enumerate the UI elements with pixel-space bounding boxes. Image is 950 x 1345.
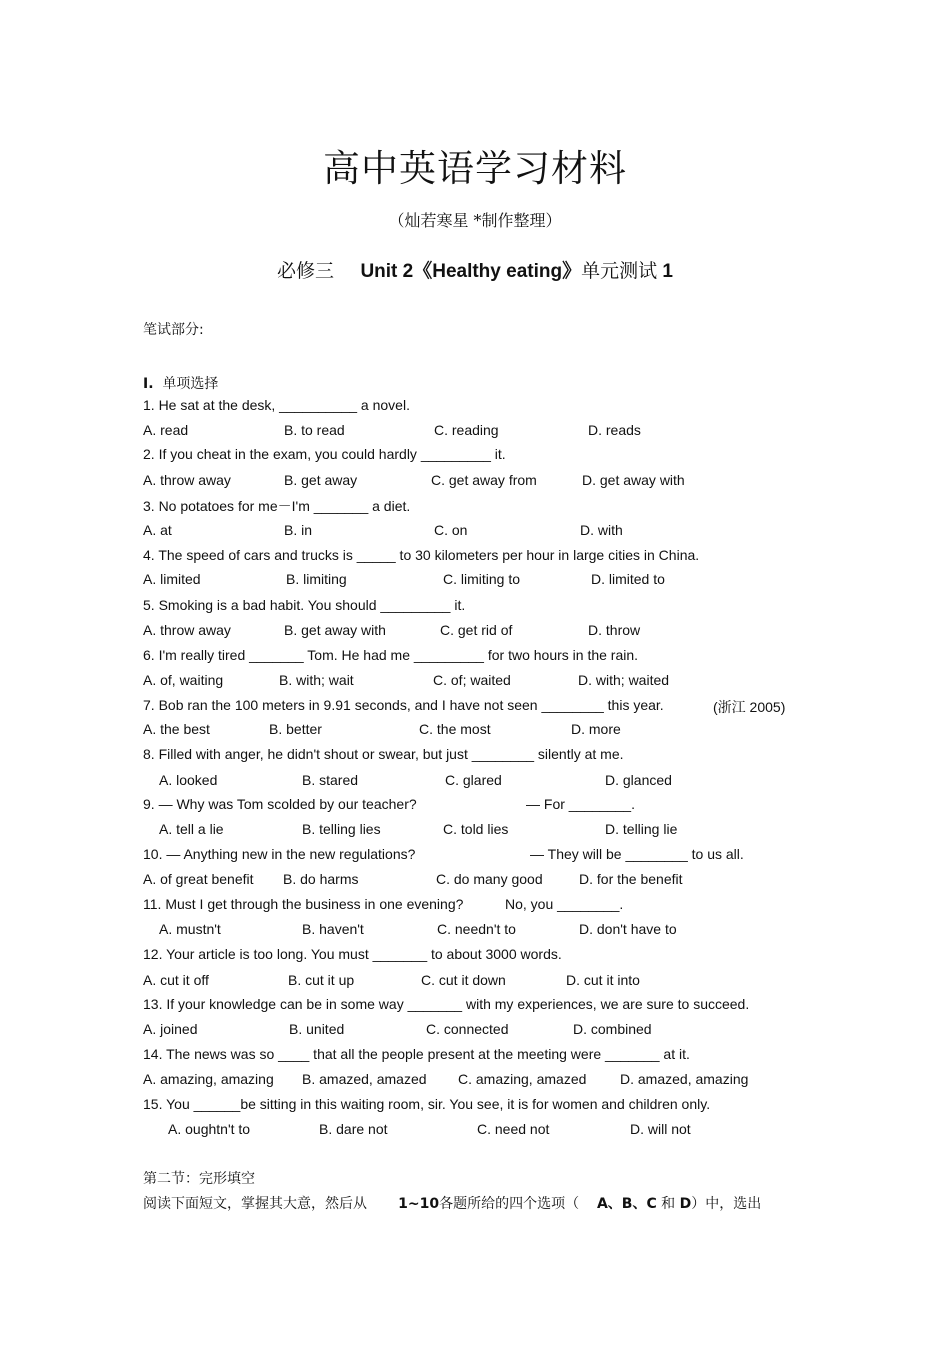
option-b: B. stared bbox=[302, 772, 359, 788]
option-d: D. with; waited bbox=[578, 672, 670, 688]
option-c: C. get rid of bbox=[440, 622, 513, 638]
section2-title: 第二节：完形填空 bbox=[143, 1171, 255, 1187]
option-a: A. oughtn't to bbox=[168, 1121, 251, 1137]
option-d: D. reads bbox=[588, 422, 641, 438]
question-reply: No, you ________. bbox=[505, 896, 624, 912]
option-b: B. to read bbox=[284, 422, 345, 438]
written-part-label: 笔试部分: bbox=[143, 322, 204, 338]
question-stem: 9. — Why was Tom scolded by our teacher? bbox=[143, 796, 417, 812]
option-b: B. get away bbox=[284, 472, 358, 488]
unit-prefix: 必修三 bbox=[277, 261, 335, 282]
unit-suffix: 单元测试 bbox=[581, 261, 658, 282]
question-stem: 12. Your article is too long. You must _______ to about 3000 words. bbox=[143, 946, 562, 962]
option-c: C. amazing, amazed bbox=[458, 1071, 587, 1087]
option-c: C. on bbox=[434, 522, 468, 538]
question-reply: — For ________. bbox=[526, 796, 635, 812]
section2-intro-b: 各题所给的四个选项（ bbox=[439, 1196, 580, 1212]
option-d: D. combined bbox=[573, 1021, 652, 1037]
section2-intro-c: ）中，选出 bbox=[691, 1196, 762, 1212]
question-stem: 13. If your knowledge can be in some way _______ with my experiences, we are sure to succeed. bbox=[143, 996, 750, 1012]
option-a: A. the best bbox=[143, 721, 210, 737]
question-stem: 2. If you cheat in the exam, you could hardly _________ it. bbox=[143, 446, 506, 462]
option-d: D. for the benefit bbox=[579, 871, 683, 887]
option-a: A. looked bbox=[159, 772, 218, 788]
option-d: D. will not bbox=[630, 1121, 691, 1137]
question-stem: 1. He sat at the desk, __________ a novel. bbox=[143, 397, 410, 413]
option-a: A. amazing, amazing bbox=[143, 1071, 274, 1087]
option-c: C. reading bbox=[434, 422, 499, 438]
question-stem: 3. No potatoes for me－I'm _______ a diet. bbox=[143, 498, 411, 514]
question-stem: 8. Filled with anger, he didn't shout or swear, but just ________ silently at me. bbox=[143, 746, 624, 762]
question-reply: — They will be ________ to us all. bbox=[530, 846, 744, 862]
section2-intro-range: 1~10 bbox=[398, 1196, 440, 1212]
question-stem: 6. I'm really tired _______ Tom. He had me _________ for two hours in the rain. bbox=[143, 647, 639, 663]
question-stem: 14. The news was so ____ that all the people present at the meeting were _______ at it. bbox=[143, 1046, 690, 1062]
question-stem: 7. Bob ran the 100 meters in 9.91 seconds, and I have not seen ________ this year. bbox=[143, 697, 664, 713]
option-d: D. get away with bbox=[582, 472, 685, 488]
option-c: C. of; waited bbox=[433, 672, 511, 688]
option-c: C. the most bbox=[419, 721, 491, 737]
option-c: C. glared bbox=[445, 772, 502, 788]
option-d: D. more bbox=[571, 721, 621, 737]
option-d: D. telling lie bbox=[605, 821, 678, 837]
unit-heading bbox=[0, 256, 950, 283]
option-b: B. do harms bbox=[283, 871, 359, 887]
source-reference: (浙江 2005) bbox=[713, 699, 786, 715]
option-b: B. in bbox=[284, 522, 313, 538]
section2-intro bbox=[143, 1193, 761, 1213]
section2-intro-a: 阅读下面短文，掌握其大意，然后从 bbox=[143, 1196, 367, 1212]
option-a: A. limited bbox=[143, 571, 201, 587]
option-c: C. do many good bbox=[436, 871, 543, 887]
option-a: A. of great benefit bbox=[143, 871, 254, 887]
option-d: D. glanced bbox=[605, 772, 672, 788]
option-d: D. don't have to bbox=[579, 921, 677, 937]
option-b: B. limiting bbox=[286, 571, 347, 587]
option-b: B. haven't bbox=[302, 921, 364, 937]
option-b: B. better bbox=[269, 721, 322, 737]
option-c: C. needn't to bbox=[437, 921, 516, 937]
option-a: A. mustn't bbox=[159, 921, 221, 937]
document-title: 高中英语学习材料 bbox=[323, 147, 627, 190]
option-c: C. get away from bbox=[431, 472, 537, 488]
section1-roman: I. bbox=[143, 376, 154, 392]
question-stem: 4. The speed of cars and trucks is _____ to 30 kilometers per hour in large cities in China. bbox=[143, 547, 700, 563]
option-a: A. joined bbox=[143, 1021, 198, 1037]
question-stem: 10. — Anything new in the new regulations? bbox=[143, 846, 416, 862]
option-d: D. throw bbox=[588, 622, 641, 638]
question-stem: 5. Smoking is a bad habit. You should _________ it. bbox=[143, 597, 466, 613]
option-a: A. cut it off bbox=[143, 972, 209, 988]
option-d: D. limited to bbox=[591, 571, 665, 587]
option-c: C. cut it down bbox=[421, 972, 506, 988]
option-b: B. telling lies bbox=[302, 821, 381, 837]
document-subtitle: （灿若寒星 *制作整理） bbox=[388, 211, 562, 230]
unit-number: 1 bbox=[662, 261, 673, 282]
question-stem: 15. You ______be sitting in this waiting room, sir. You see, it is for women and children only. bbox=[143, 1096, 711, 1112]
option-b: B. get away with bbox=[284, 622, 386, 638]
section2-intro-opts: A、B、C bbox=[596, 1196, 657, 1212]
option-a: A. tell a lie bbox=[159, 821, 224, 837]
option-c: C. need not bbox=[477, 1121, 550, 1137]
option-a: A. throw away bbox=[143, 472, 231, 488]
unit-main: Unit 2《Healthy eating》 bbox=[360, 261, 582, 282]
option-b: B. dare not bbox=[319, 1121, 388, 1137]
option-b: B. amazed, amazed bbox=[302, 1071, 427, 1087]
option-a: A. throw away bbox=[143, 622, 231, 638]
section2-intro-d: D bbox=[679, 1196, 692, 1212]
option-a: A. read bbox=[143, 422, 189, 438]
option-d: D. amazed, amazing bbox=[620, 1071, 749, 1087]
option-b: B. with; wait bbox=[279, 672, 354, 688]
option-a: A. of, waiting bbox=[143, 672, 224, 688]
option-b: B. united bbox=[289, 1021, 345, 1037]
option-d: D. with bbox=[580, 522, 623, 538]
option-d: D. cut it into bbox=[566, 972, 640, 988]
option-b: B. cut it up bbox=[288, 972, 355, 988]
question-stem: 11. Must I get through the business in one evening? bbox=[143, 896, 464, 912]
option-c: C. limiting to bbox=[443, 571, 521, 587]
section1-title: 单项选择 bbox=[162, 376, 219, 392]
option-c: C. told lies bbox=[443, 821, 509, 837]
option-c: C. connected bbox=[426, 1021, 509, 1037]
section2-intro-he: 和 bbox=[661, 1196, 676, 1212]
section1-heading bbox=[143, 373, 218, 393]
option-a: A. at bbox=[143, 522, 172, 538]
